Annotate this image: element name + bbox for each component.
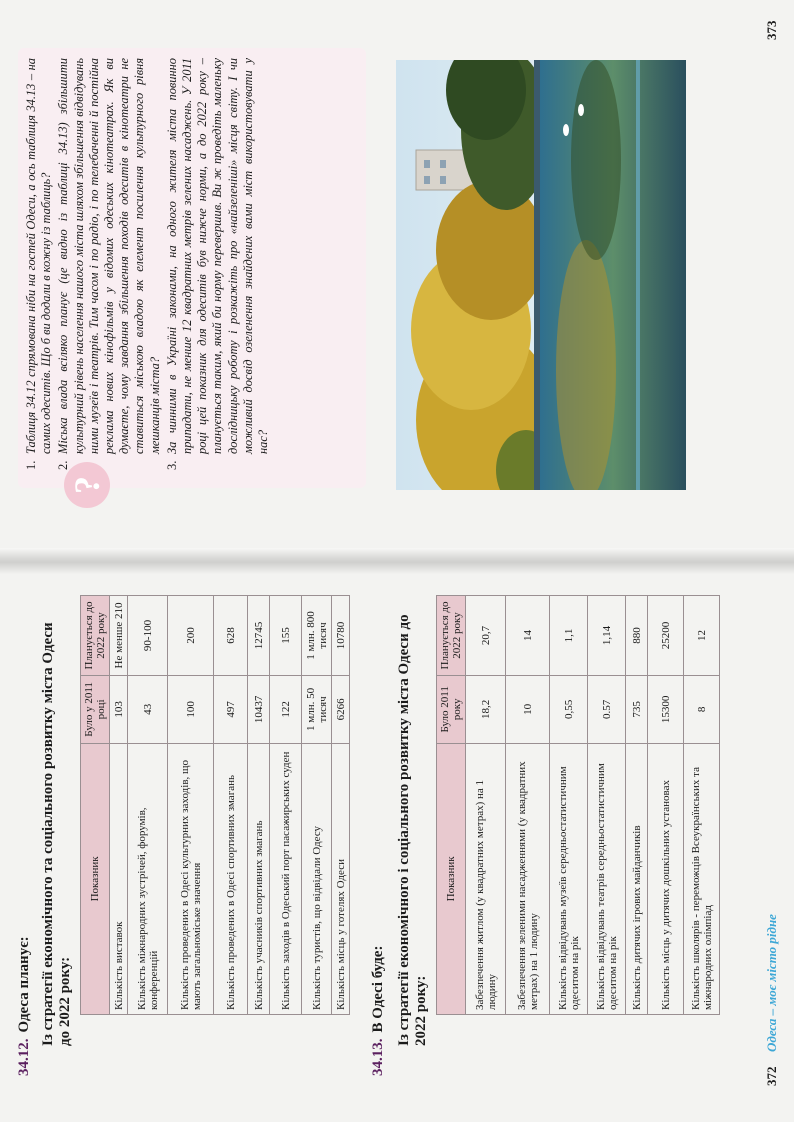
table-cell: Забезпечення зеленими насадженнями (у квадратних метрах) на 1 людину — [506, 743, 550, 1014]
table2-number: 34.13. — [370, 1038, 386, 1076]
table2-header-indicator: Показник — [437, 743, 466, 1014]
table-row — [302, 596, 332, 1015]
table-cell: Кількість учасників спортивних змагань — [248, 743, 270, 1014]
question-item — [165, 58, 271, 470]
table-row — [332, 596, 350, 1015]
park-lake-illustration — [396, 60, 686, 490]
table-cell: Кількість виставок — [110, 743, 128, 1014]
table-cell: 6266 — [332, 675, 350, 743]
table-cell: 10437 — [248, 675, 270, 743]
table-cell: 103 — [110, 675, 128, 743]
table2-header-2011: Було 2011 року — [437, 675, 466, 743]
table-cell: 20,7 — [466, 596, 506, 676]
table1-title: Одеса планує: — [16, 936, 32, 1033]
table-cell: Забезпечення житлом (у квадратних метрах) на 1 людину — [466, 743, 506, 1014]
question-number: 3. — [164, 460, 179, 470]
table-cell: 0,55 — [550, 675, 588, 743]
question-mark-icon: ? — [64, 462, 110, 508]
table2 — [436, 595, 720, 1015]
table-cell: 735 — [626, 675, 648, 743]
table-cell: Кількість проведених в Одесі культурних заходів, що мають загальноміське значення — [168, 743, 214, 1014]
table-cell: 10780 — [332, 596, 350, 676]
table-cell: 25200 — [648, 596, 684, 676]
table-cell: Кількість місць у дитячих дошкільних установах — [648, 743, 684, 1014]
table-cell: Кількість туристів, що відвідали Одесу — [302, 743, 332, 1014]
table-cell: 43 — [128, 675, 168, 743]
table-cell: Кількість відвідувань музеїв середньостатистичним одеситом на рік — [550, 743, 588, 1014]
table-cell: 0.57 — [588, 675, 626, 743]
page-number-right: 373 — [764, 20, 779, 40]
table-row — [168, 596, 214, 1015]
table2-header-2022: Планується до 2022 року — [437, 596, 466, 676]
table-cell: 100 — [168, 675, 214, 743]
table2-heading — [370, 946, 387, 1076]
table-row — [506, 596, 550, 1015]
question-text: За чинними в Україні законами, на одного жителя міста повинно припадати, не менше 12 квадратних метрів зелених насаджень. У 2011 році цей показник для одеситів був нижче норми, а до 2022 року – планується таким, який би норму перевершив. Ви ж проведіть маленьку дослідницьку роботу і розкажіть про «найзеленіші» місця світу. І чи можливий досвід озеленення знайдених вами міст використовувати у нас? — [164, 58, 271, 454]
table-row — [248, 596, 270, 1015]
table-cell: Кількість проведених в Одесі спортивних змагань — [214, 743, 248, 1014]
question-item — [56, 58, 162, 470]
table1-header-row — [81, 596, 110, 1015]
table-row — [626, 596, 648, 1015]
table2-title: В Одесі буде: — [370, 945, 386, 1033]
table-row — [214, 596, 248, 1015]
left-page — [0, 574, 794, 1122]
table-cell: 200 — [168, 596, 214, 676]
table-cell: 880 — [626, 596, 648, 676]
table1-heading — [16, 936, 33, 1076]
table-row — [270, 596, 302, 1015]
table-cell: 8 — [684, 675, 720, 743]
table-row — [128, 596, 168, 1015]
table-cell: 1,1 — [550, 596, 588, 676]
table-row — [648, 596, 684, 1015]
table1-subtitle: Із стратегії економічного та соціального розвитку міста Одеси до 2022 року: — [40, 622, 73, 1046]
table2-subtitle: Із стратегії економічного і соціального розвитку міста Одеси до 2022 року: — [396, 614, 429, 1046]
page-number-left: 372 — [764, 1066, 779, 1086]
questions-list — [24, 58, 273, 470]
table-cell: 1 млн. 50 тисяч — [302, 675, 332, 743]
question-item — [24, 58, 54, 470]
table-cell: 122 — [270, 675, 302, 743]
table-cell: Кількість заходів в Одеський порт пасажирських суден — [270, 743, 302, 1014]
table-cell: 12 — [684, 596, 720, 676]
table-cell: 628 — [214, 596, 248, 676]
table-row — [588, 596, 626, 1015]
table1-header-indicator: Показник — [81, 743, 110, 1014]
table1-header-2022: Планується до 2022 року — [81, 596, 110, 676]
table1 — [80, 595, 350, 1015]
table-cell: 497 — [214, 675, 248, 743]
table-cell: 14 — [506, 596, 550, 676]
table-cell: 10 — [506, 675, 550, 743]
question-text: Міська влада всіляко планує (це видно із таблиці 34.13) збільшити культурний рівень населення нашого міста шляхом збільшення відвідувань ними музеїв і театрів. Тим часом і по радіо, і по телебаченні й постійна реклама нових кінофільмів у відомих одеських кінотеатрах. Як ви думаєте, чому завдання збільшення походів одеситів в кінотеатри не ставиться міською владою як елемент посилення культурного рівня мешканців міста? — [56, 58, 162, 454]
table1-number: 34.12. — [16, 1038, 32, 1076]
footer-title: Одеса – моє місто рідне — [764, 914, 779, 1052]
book-spine — [0, 548, 794, 574]
table-row — [550, 596, 588, 1015]
table-cell: 1,14 — [588, 596, 626, 676]
table-row — [110, 596, 128, 1015]
table-cell: Кількість відвідувань театрів середньостатистичним одеситом на рік — [588, 743, 626, 1014]
table-cell: 18,2 — [466, 675, 506, 743]
table-row — [684, 596, 720, 1015]
park-lake-photo — [396, 60, 686, 490]
question-number: 2. — [56, 460, 71, 470]
table-cell: 12745 — [248, 596, 270, 676]
table1-header-2011: Було у 2011 році — [81, 675, 110, 743]
table-cell: Кількість школярів - переможців Всеукраїнських та міжнародних олімпіад — [684, 743, 720, 1014]
table-cell: Не менше 210 — [110, 596, 128, 676]
question-number: 1. — [24, 460, 38, 470]
table-cell: 15300 — [648, 675, 684, 743]
table-cell: Кількість місць у готелях Одеси — [332, 743, 350, 1014]
right-page — [0, 0, 794, 548]
table-cell: Кількість дитячих ігрових майданчиків — [626, 743, 648, 1014]
table-cell: 155 — [270, 596, 302, 676]
table-row — [466, 596, 506, 1015]
table2-header-row — [437, 596, 466, 1015]
table-cell: 1 млн. 800 тисяч — [302, 596, 332, 676]
question-text: Таблиця 34.12 спрямована ніби на гостей Одеси, а ось таблиця 34.13 – на самих одеситів. Що б ви додали в кожну із таблиць? — [24, 58, 54, 454]
table-cell: 90-100 — [128, 596, 168, 676]
table-cell: Кількість міжнародних зустрічей, форумів, конференцій — [128, 743, 168, 1014]
